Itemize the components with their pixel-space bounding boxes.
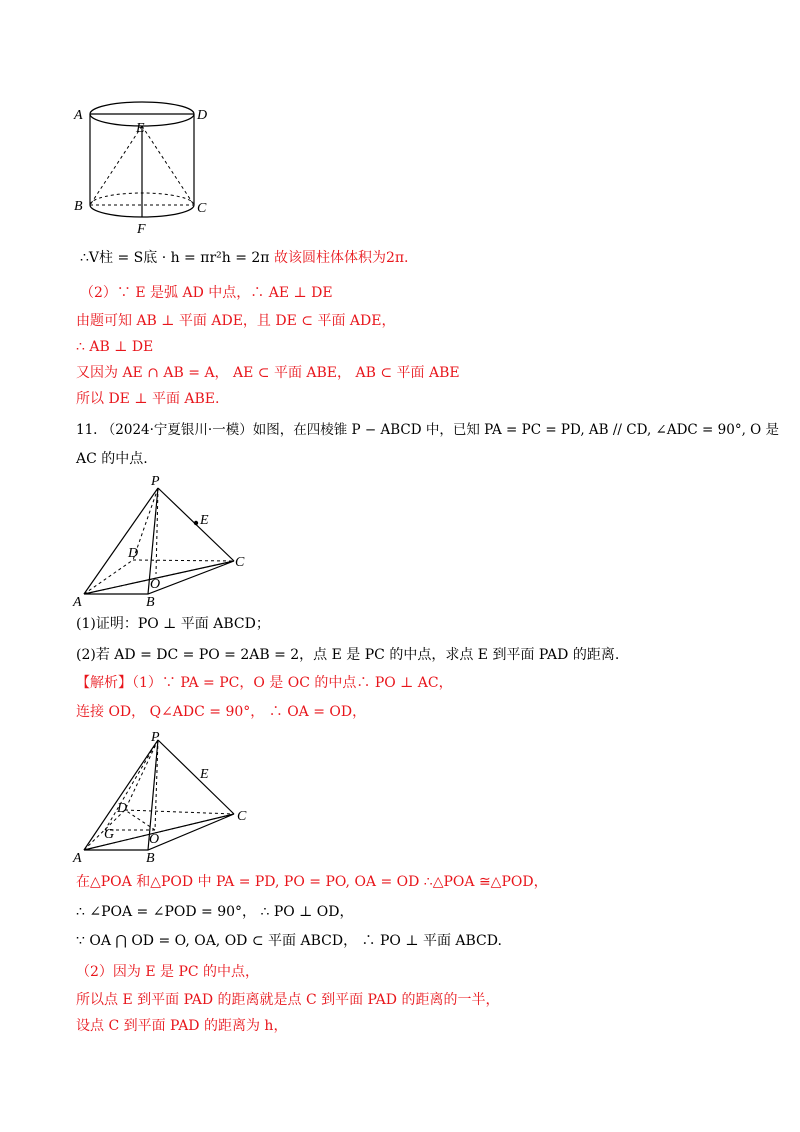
question11-part1: (1)证明：PO ⊥ 平面 ABCD； [76, 616, 270, 632]
part2-line2: 由题可知 AB ⊥ 平面 ADE，且 DE ⊂ 平面 ADE， [76, 313, 396, 329]
solution-line3: 在△POA 和△POD 中 PA = PD, PO = PO, OA = OD ∴△POA ≅△POD， [76, 874, 548, 890]
question11-part2: (2)若 AD = DC = PO = 2AB = 2，点 E 是 PC 的中点，求点 E 到平面 PAD 的距离. [76, 647, 620, 663]
solution-line4: ∴ ∠POA = ∠POD = 90°， ∴ PO ⊥ OD， [76, 904, 354, 920]
pyramid2-PC [158, 740, 234, 814]
pyramid-figure-1 [68, 470, 258, 610]
pyramid1-label-O: O [150, 577, 161, 592]
solution-line5: ∵ OA ⋂ OD = O, OA, OD ⊂ 平面 ABCD， ∴ PO ⊥ 平面 ABCD. [76, 933, 502, 949]
pyramid2-DC-dashed [125, 810, 234, 814]
pyramid2-label-B: B [146, 851, 155, 866]
pyramid-figure-2 [68, 728, 258, 868]
pyramid2-label-O: O [149, 832, 160, 847]
pyramid1-label-A: A [73, 595, 82, 610]
label-B: B [74, 199, 83, 214]
solution-line2: 连接 OD， Q∠ADC = 90°， ∴ OA = OD， [76, 704, 367, 720]
pyramid1-label-P: P [151, 474, 160, 489]
solution-line1: 【解析】（1）∵ PA = PC，O 是 OC 的中点∴ PO ⊥ AC， [76, 675, 453, 691]
pyramid2-PA [84, 740, 158, 850]
segment-EB-dashed [90, 126, 142, 205]
pyramid2-label-E: E [200, 767, 209, 782]
label-C: C [197, 201, 207, 216]
solution-line7: 所以点 E 到平面 PAD 的距离就是点 C 到平面 PAD 的距离的一半， [76, 992, 500, 1008]
part2-line1: （2）∵ E 是弧 AD 中点，∴ AE ⊥ DE [80, 285, 333, 301]
pyramid2-label-G: G [104, 827, 115, 842]
pyramid2-label-P: P [151, 730, 160, 745]
pyramid1-label-D: D [128, 546, 139, 561]
part2-line4: 又因为 AE ∩ AB = A， AE ⊂ 平面 ABE， AB ⊂ 平面 ABE [76, 365, 460, 381]
label-A: A [74, 108, 83, 123]
label-E: E [136, 121, 145, 136]
solution-line6: （2）因为 E 是 PC 的中点， [76, 964, 260, 980]
question11-line1: 11. （2024·宁夏银川·一模）如图，在四棱锥 P − ABCD 中，已知 PA = PC = PD, AB // CD, ∠ADC = 90°, O 是 [76, 422, 780, 438]
segment-EC-dashed [142, 126, 194, 205]
pyramid1-label-C: C [235, 555, 245, 570]
pyramid2-label-D: D [117, 801, 128, 816]
pyramid1-DC-dashed [133, 560, 234, 561]
part2-line3: ∴ AB ⊥ DE [76, 339, 154, 355]
cylinder-figure [70, 95, 220, 240]
pyramid2-label-C: C [237, 809, 247, 824]
pyramid1-label-E: E [200, 513, 209, 528]
solution-line8: 设点 C 到平面 PAD 的距离为 h， [76, 1018, 288, 1034]
pyramid2-label-A: A [73, 851, 82, 866]
pyramid2-PG-dashed [105, 740, 158, 830]
label-F: F [137, 222, 146, 237]
question11-line2: AC 的中点. [76, 451, 148, 467]
pyramid1-PA [84, 488, 161, 594]
label-D: D [197, 108, 208, 123]
part2-line5: 所以 DE ⊥ 平面 ABE. [76, 391, 220, 407]
volume-line: ∴V柱 = S底 · h = πr²h = 2π 故该圆柱体体积为2π. [80, 250, 409, 266]
pyramid1-label-B: B [146, 595, 155, 610]
pyramid1-point-E [194, 521, 198, 525]
